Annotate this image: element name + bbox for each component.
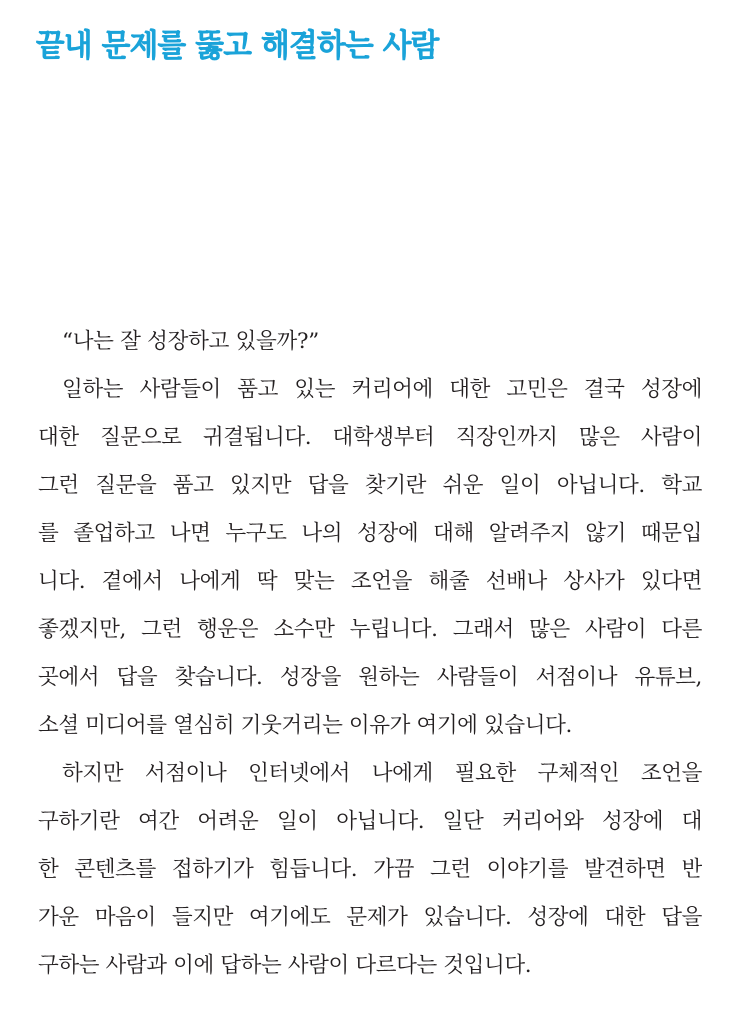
body-text	[38, 318, 702, 990]
paragraph-2	[38, 750, 702, 990]
paragraph-line: 하지만 서점이나 인터넷에서 나에게 필요한 구체적인 조언을	[62, 761, 702, 786]
paragraph-1	[38, 366, 702, 750]
paragraph-line: 구하는 사람과 이에 답하는 사람이 다르다는 것입니다.	[38, 953, 532, 978]
paragraph-line: 좋겠지만, 그런 행운은 소수만 누립니다. 그래서 많은 사람이 다른	[38, 617, 702, 642]
paragraph-line: 를 졸업하고 나면 누구도 나의 성장에 대해 알려주지 않기 때문입	[38, 521, 702, 546]
paragraph-line: 일하는 사람들이 품고 있는 커리어에 대한 고민은 결국 성장에	[62, 377, 702, 402]
paragraph-line: 곳에서 답을 찾습니다. 성장을 원하는 사람들이 서점이나 유튜브,	[38, 665, 702, 690]
paragraph-line: 니다. 곁에서 나에게 딱 맞는 조언을 해줄 선배나 상사가 있다면	[38, 569, 702, 594]
paragraph-line: 소셜 미디어를 열심히 기웃거리는 이유가 여기에 있습니다.	[38, 713, 572, 738]
paragraph-line: 한 콘텐츠를 접하기가 힘듭니다. 가끔 그런 이야기를 발견하면 반	[38, 857, 702, 882]
paragraph-line: 그런 질문을 품고 있지만 답을 찾기란 쉬운 일이 아닙니다. 학교	[38, 473, 702, 498]
paragraph-line: 가운 마음이 들지만 여기에도 문제가 있습니다. 성장에 대한 답을	[38, 905, 702, 930]
quote-line: “나는 잘 성장하고 있을까?”	[62, 329, 319, 354]
section-title: 끝내 문제를 뚫고 해결하는 사람	[36, 28, 439, 64]
paragraph-line: 대한 질문으로 귀결됩니다. 대학생부터 직장인까지 많은 사람이	[38, 425, 702, 450]
paragraph-line: 구하기란 여간 어려운 일이 아닙니다. 일단 커리어와 성장에 대	[38, 809, 702, 834]
